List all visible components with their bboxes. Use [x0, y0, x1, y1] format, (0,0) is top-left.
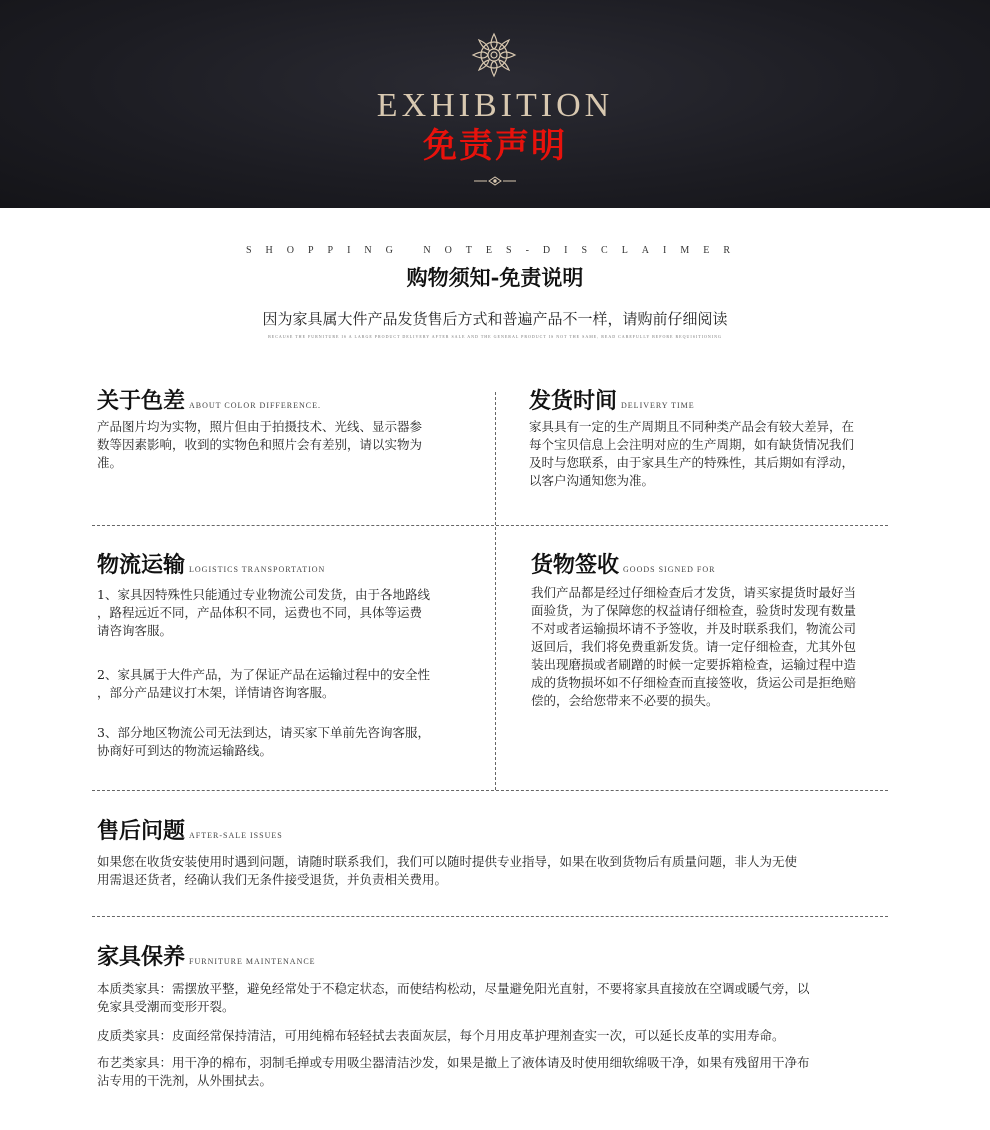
section-maintenance-p2	[97, 1027, 897, 1045]
text-line: 本质类家具：需摆放平整，避免经常处于不稳定状态，而使结构松动，尽量避免阳光直射，不要将家具直接放在空调或暖气旁，以	[97, 981, 810, 996]
intro-description: 因为家具属大件产品发货售后方式和普遍产品不一样，请购前仔细阅读	[262, 310, 728, 328]
text-line: 3、部分地区物流公司无法到达，请买家下单前先咨询客服，	[97, 725, 430, 740]
text-line: 返回后，我们将免费重新发货。请一定仔细检查，尤其外包	[531, 639, 857, 654]
section-logistics-p1	[97, 586, 482, 640]
section-title: 物流运输	[97, 552, 186, 578]
section-divider-1	[92, 525, 888, 526]
section-color-body	[97, 418, 477, 472]
section-title: 发货时间	[529, 388, 618, 414]
divider-ornament-icon	[472, 176, 518, 186]
section-maintenance-heading	[97, 940, 316, 971]
text-line: 沾专用的干洗剂，从外围拭去。	[97, 1073, 273, 1088]
text-line: 免家具受潮而变形开裂。	[97, 999, 235, 1014]
text-line: 不对或者运输损坏请不予签收，并及时联系我们，物流公司	[531, 621, 857, 636]
section-aftersale-heading	[97, 814, 283, 845]
section-aftersale-body	[97, 853, 897, 889]
text-line: 皮质类家具：皮面经常保持清洁，可用纯棉布轻轻拭去表面灰层，每个月用皮革护理剂查实一次，可以延长皮革的实用寿命。	[97, 1028, 785, 1043]
text-line: 每个宝贝信息上会注明对应的生产周期，如有缺货情况我们	[529, 437, 855, 452]
text-line: 成的货物损坏如不仔细检查而直接签收，货运公司是拒绝赔	[531, 675, 857, 690]
section-title-en: GOODS SIGNED FOR	[623, 565, 716, 574]
section-color-heading	[97, 384, 321, 415]
text-line: 请咨询客服。	[97, 623, 173, 638]
section-maintenance-p1	[97, 980, 897, 1016]
header-banner	[0, 0, 990, 208]
text-line: 1、家具因特殊性只能通过专业物流公司发货，由于各地路线	[97, 587, 430, 602]
banner-title-en: EXHIBITION	[376, 87, 614, 124]
text-line: 我们产品都是经过仔细检查后才发货，请买家提货时最好当	[531, 585, 857, 600]
intro-fine-print: BECAUSE THE FURNITURE IS A LARGE PRODUCT DELIVERY AFTER SALE AND THE GENERAL PRODUCT IS NOT THE SAME, READ CAREFULLY BEFORE REQUISITIONING	[268, 334, 722, 339]
section-title: 货物签收	[531, 552, 620, 578]
section-title-en: LOGISTICS TRANSPORTATION	[189, 565, 326, 574]
section-title: 关于色差	[97, 388, 186, 414]
text-line: 用需退还货者，经确认我们无条件接受退货，并负责相关费用。	[97, 872, 448, 887]
text-line: 以客户沟通知您为准。	[529, 473, 655, 488]
section-title-en: ABOUT COLOR DIFFERENCE.	[189, 401, 321, 410]
section-divider-3	[92, 916, 888, 917]
section-title-en: FURNITURE MAINTENANCE	[189, 957, 316, 966]
section-divider-2	[92, 790, 888, 791]
text-line: 准。	[97, 455, 123, 470]
section-delivery-heading	[529, 384, 695, 415]
text-line: 协商好可到达的物流运输路线。	[97, 743, 273, 758]
section-signing-heading	[531, 548, 715, 579]
text-line: 家具具有一定的生产周期且不同种类产品会有较大差异，在	[529, 419, 855, 434]
text-line: 产品图片均为实物，照片但由于拍摄技术、光线、显示器参	[97, 419, 423, 434]
column-divider	[495, 392, 496, 790]
text-line: ，路程远近不同，产品体积不同，运费也不同，具体等运费	[97, 605, 423, 620]
text-line: 装出现磨损或者刷蹭的时候一定要拆箱检查，运输过程中造	[531, 657, 857, 672]
text-line: 面验货，为了保障您的权益请仔细检查，验货时发现有数量	[531, 603, 857, 618]
text-line: 数等因素影响，收到的实物色和照片会有差别，请以实物为	[97, 437, 423, 452]
section-maintenance-p3	[97, 1054, 897, 1090]
section-title-en: DELIVERY TIME	[621, 401, 695, 410]
text-line: 如果您在收货安装使用时遇到问题，请随时联系我们，我们可以随时提供专业指导，如果在收到货物后有质量问题，非人为无使	[97, 854, 798, 869]
lotus-emblem-icon	[469, 30, 519, 80]
intro-subtitle-en: SHOPPING NOTES-DISCLAIMER	[245, 245, 745, 256]
intro-title: 购物须知-免责说明	[406, 265, 584, 290]
banner-title-cn: 免责声明	[423, 126, 567, 166]
text-line: 2、家具属于大件产品，为了保证产品在运输过程中的安全性	[97, 667, 430, 682]
text-line: 布艺类家具：用干净的棉布，羽制毛掸或专用吸尘器清洁沙发，如果是撤上了液体请及时使用细软绵吸干净，如果有残留用干净布	[97, 1055, 810, 1070]
text-line: 偿的，会给您带来不必要的损失。	[531, 693, 719, 708]
text-line: 及时与您联系，由于家具生产的特殊性，其后期如有浮动，	[529, 455, 855, 470]
section-logistics-p2	[97, 666, 482, 702]
text-line: ，部分产品建议打木架，详情请咨询客服。	[97, 685, 335, 700]
section-signing-body	[531, 584, 911, 710]
section-logistics-p3	[97, 724, 482, 760]
section-title: 售后问题	[97, 818, 186, 844]
section-title-en: AFTER-SALE ISSUES	[189, 831, 283, 840]
section-title: 家具保养	[97, 944, 186, 970]
section-logistics-heading	[97, 548, 325, 579]
section-delivery-body	[529, 418, 909, 490]
